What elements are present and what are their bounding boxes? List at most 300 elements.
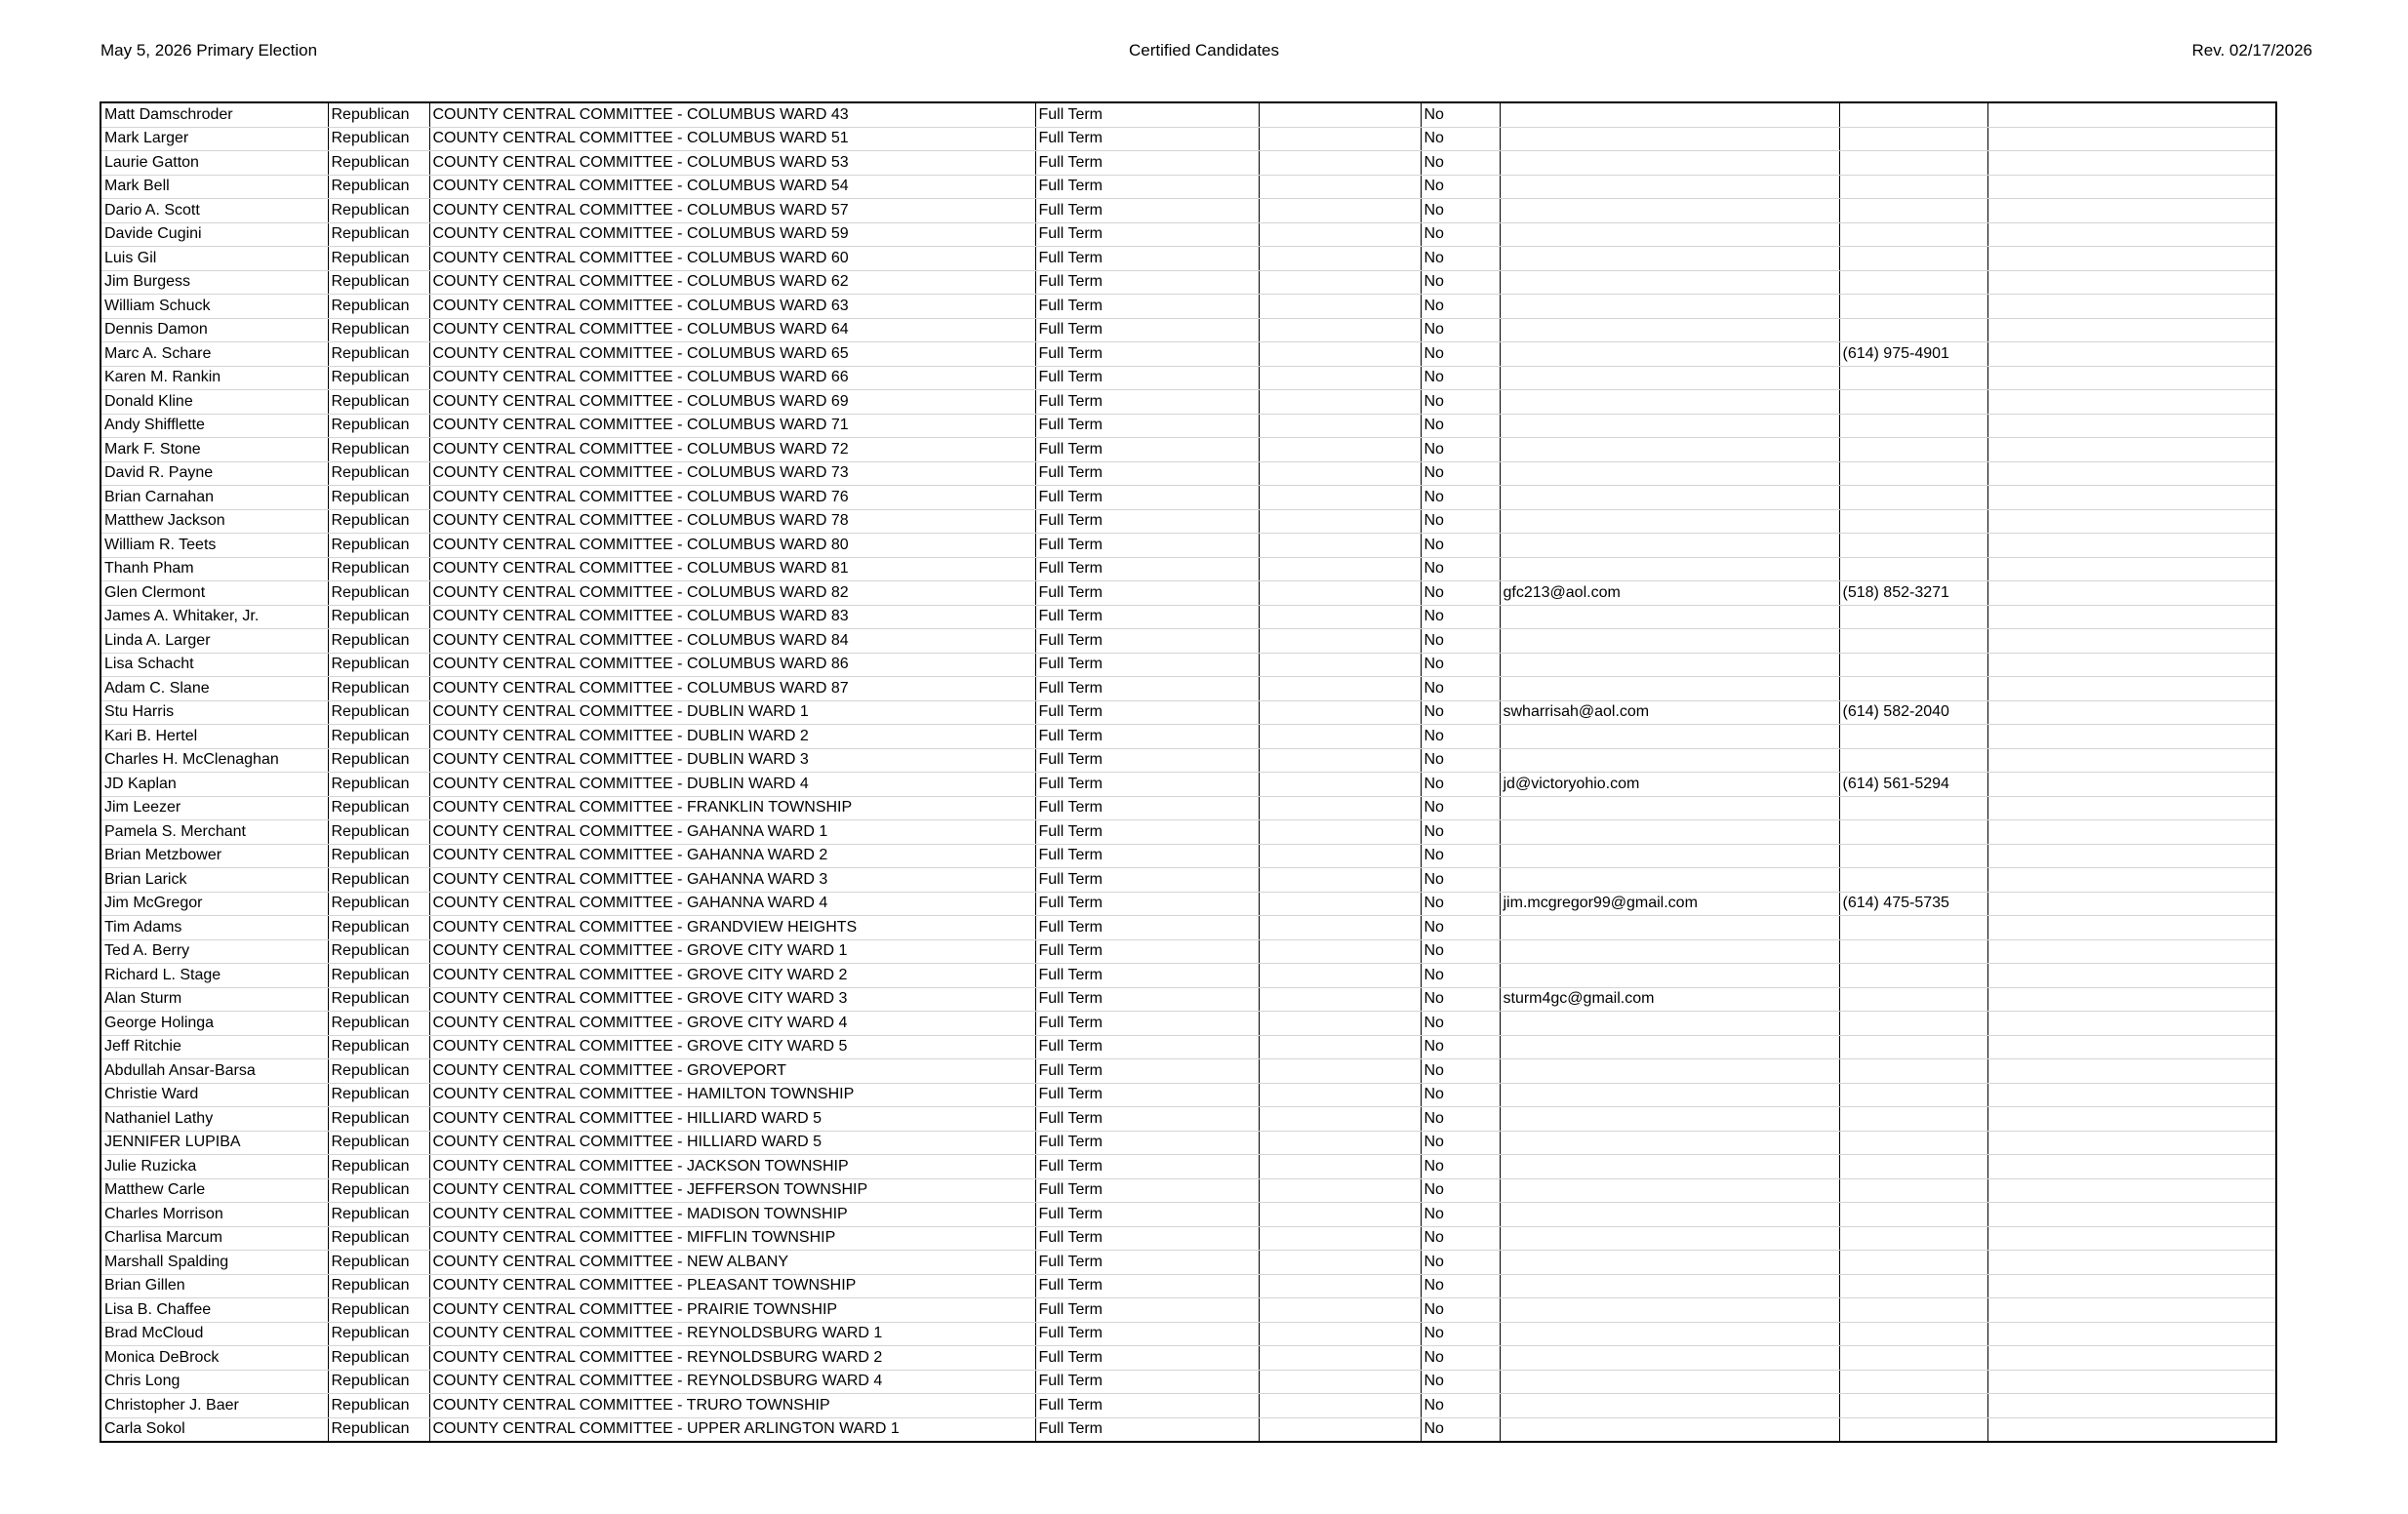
office-cell: COUNTY CENTRAL COMMITTEE - PRAIRIE TOWNSHIP bbox=[429, 1298, 1035, 1323]
party-cell: Republican bbox=[328, 366, 429, 390]
incumbent-cell: No bbox=[1421, 748, 1500, 773]
office-cell: COUNTY CENTRAL COMMITTEE - COLUMBUS WARD 64 bbox=[429, 318, 1035, 342]
email-cell bbox=[1500, 461, 1839, 486]
table-row bbox=[100, 748, 2276, 773]
incumbent-cell: No bbox=[1421, 1370, 1500, 1394]
incumbent-cell: No bbox=[1421, 102, 1500, 127]
phone-cell bbox=[1839, 748, 1987, 773]
blank-col-9-cell bbox=[1987, 1059, 2276, 1084]
term-cell: Full Term bbox=[1035, 581, 1259, 606]
blank-col-5-cell bbox=[1259, 414, 1421, 438]
email-cell bbox=[1500, 1346, 1839, 1371]
incumbent-cell: No bbox=[1421, 796, 1500, 820]
blank-col-5-cell bbox=[1259, 295, 1421, 319]
term-cell: Full Term bbox=[1035, 1394, 1259, 1418]
party-cell: Republican bbox=[328, 1370, 429, 1394]
email-cell bbox=[1500, 653, 1839, 677]
email-cell bbox=[1500, 748, 1839, 773]
table-row bbox=[100, 1035, 2276, 1059]
term-cell: Full Term bbox=[1035, 987, 1259, 1012]
candidate-name-cell: William R. Teets bbox=[100, 534, 328, 558]
party-cell: Republican bbox=[328, 677, 429, 701]
phone-cell bbox=[1839, 127, 1987, 151]
table-row bbox=[100, 773, 2276, 797]
candidate-name-cell: Richard L. Stage bbox=[100, 964, 328, 988]
party-cell: Republican bbox=[328, 605, 429, 629]
party-cell: Republican bbox=[328, 964, 429, 988]
office-cell: COUNTY CENTRAL COMMITTEE - GRANDVIEW HEIGHTS bbox=[429, 916, 1035, 940]
office-cell: COUNTY CENTRAL COMMITTEE - JEFFERSON TOWNSHIP bbox=[429, 1178, 1035, 1203]
blank-col-5-cell bbox=[1259, 1298, 1421, 1323]
party-cell: Republican bbox=[328, 486, 429, 510]
email-cell bbox=[1500, 342, 1839, 367]
party-cell: Republican bbox=[328, 102, 429, 127]
term-cell: Full Term bbox=[1035, 247, 1259, 271]
table-row bbox=[100, 1203, 2276, 1227]
party-cell: Republican bbox=[328, 1417, 429, 1442]
blank-col-5-cell bbox=[1259, 605, 1421, 629]
candidate-name-cell: Jim Burgess bbox=[100, 270, 328, 295]
email-cell bbox=[1500, 534, 1839, 558]
candidate-name-cell: Mark F. Stone bbox=[100, 438, 328, 462]
blank-col-5-cell bbox=[1259, 318, 1421, 342]
table-row bbox=[100, 127, 2276, 151]
term-cell: Full Term bbox=[1035, 102, 1259, 127]
candidate-name-cell: Matthew Jackson bbox=[100, 509, 328, 534]
phone-cell bbox=[1839, 1012, 1987, 1036]
office-cell: COUNTY CENTRAL COMMITTEE - COLUMBUS WARD 72 bbox=[429, 438, 1035, 462]
term-cell: Full Term bbox=[1035, 605, 1259, 629]
blank-col-9-cell bbox=[1987, 677, 2276, 701]
incumbent-cell: No bbox=[1421, 1394, 1500, 1418]
table-row bbox=[100, 1417, 2276, 1442]
candidate-name-cell: Matt Damschroder bbox=[100, 102, 328, 127]
incumbent-cell: No bbox=[1421, 534, 1500, 558]
candidate-name-cell: Karen M. Rankin bbox=[100, 366, 328, 390]
table-row bbox=[100, 414, 2276, 438]
email-cell bbox=[1500, 1394, 1839, 1418]
office-cell: COUNTY CENTRAL COMMITTEE - GROVEPORT bbox=[429, 1059, 1035, 1084]
table-row bbox=[100, 1107, 2276, 1132]
party-cell: Republican bbox=[328, 1178, 429, 1203]
candidate-name-cell: Lisa Schacht bbox=[100, 653, 328, 677]
blank-col-5-cell bbox=[1259, 820, 1421, 845]
table-row bbox=[100, 390, 2276, 415]
office-cell: COUNTY CENTRAL COMMITTEE - JACKSON TOWNSHIP bbox=[429, 1155, 1035, 1179]
blank-col-9-cell bbox=[1987, 868, 2276, 893]
table-row bbox=[100, 486, 2276, 510]
blank-col-9-cell bbox=[1987, 1107, 2276, 1132]
phone-cell bbox=[1839, 1203, 1987, 1227]
email-cell bbox=[1500, 1059, 1839, 1084]
candidate-name-cell: Linda A. Larger bbox=[100, 629, 328, 654]
table-row bbox=[100, 700, 2276, 725]
table-row bbox=[100, 1178, 2276, 1203]
email-cell bbox=[1500, 1035, 1839, 1059]
email-cell bbox=[1500, 1155, 1839, 1179]
office-cell: COUNTY CENTRAL COMMITTEE - GAHANNA WARD 3 bbox=[429, 868, 1035, 893]
blank-col-5-cell bbox=[1259, 1394, 1421, 1418]
blank-col-5-cell bbox=[1259, 366, 1421, 390]
candidate-name-cell: Marc A. Schare bbox=[100, 342, 328, 367]
blank-col-5-cell bbox=[1259, 581, 1421, 606]
blank-col-5-cell bbox=[1259, 796, 1421, 820]
email-cell bbox=[1500, 844, 1839, 868]
blank-col-9-cell bbox=[1987, 1298, 2276, 1323]
phone-cell bbox=[1839, 725, 1987, 749]
incumbent-cell: No bbox=[1421, 653, 1500, 677]
blank-col-9-cell bbox=[1987, 557, 2276, 581]
candidates-table bbox=[100, 101, 2277, 1443]
blank-col-9-cell bbox=[1987, 796, 2276, 820]
blank-col-9-cell bbox=[1987, 1370, 2276, 1394]
phone-cell bbox=[1839, 653, 1987, 677]
candidate-name-cell: Brian Larick bbox=[100, 868, 328, 893]
phone-cell bbox=[1839, 1370, 1987, 1394]
email-cell bbox=[1500, 222, 1839, 247]
party-cell: Republican bbox=[328, 629, 429, 654]
incumbent-cell: No bbox=[1421, 1226, 1500, 1251]
incumbent-cell: No bbox=[1421, 247, 1500, 271]
blank-col-5-cell bbox=[1259, 1346, 1421, 1371]
office-cell: COUNTY CENTRAL COMMITTEE - COLUMBUS WARD 63 bbox=[429, 295, 1035, 319]
party-cell: Republican bbox=[328, 1322, 429, 1346]
phone-cell bbox=[1839, 557, 1987, 581]
blank-col-9-cell bbox=[1987, 247, 2276, 271]
party-cell: Republican bbox=[328, 318, 429, 342]
blank-col-5-cell bbox=[1259, 1322, 1421, 1346]
incumbent-cell: No bbox=[1421, 486, 1500, 510]
email-cell bbox=[1500, 629, 1839, 654]
blank-col-9-cell bbox=[1987, 366, 2276, 390]
candidate-name-cell: Alan Sturm bbox=[100, 987, 328, 1012]
table-row bbox=[100, 557, 2276, 581]
blank-col-9-cell bbox=[1987, 1012, 2276, 1036]
incumbent-cell: No bbox=[1421, 127, 1500, 151]
blank-col-5-cell bbox=[1259, 390, 1421, 415]
term-cell: Full Term bbox=[1035, 270, 1259, 295]
phone-cell bbox=[1839, 868, 1987, 893]
office-cell: COUNTY CENTRAL COMMITTEE - COLUMBUS WARD 54 bbox=[429, 175, 1035, 199]
incumbent-cell: No bbox=[1421, 438, 1500, 462]
blank-col-5-cell bbox=[1259, 964, 1421, 988]
term-cell: Full Term bbox=[1035, 175, 1259, 199]
incumbent-cell: No bbox=[1421, 557, 1500, 581]
candidate-name-cell: Monica DeBrock bbox=[100, 1346, 328, 1371]
term-cell: Full Term bbox=[1035, 509, 1259, 534]
blank-col-5-cell bbox=[1259, 1251, 1421, 1275]
incumbent-cell: No bbox=[1421, 1298, 1500, 1323]
party-cell: Republican bbox=[328, 1059, 429, 1084]
candidate-name-cell: Mark Bell bbox=[100, 175, 328, 199]
blank-col-9-cell bbox=[1987, 1226, 2276, 1251]
email-cell bbox=[1500, 557, 1839, 581]
email-cell bbox=[1500, 486, 1839, 510]
candidate-name-cell: JENNIFER LUPIBA bbox=[100, 1131, 328, 1155]
term-cell: Full Term bbox=[1035, 629, 1259, 654]
incumbent-cell: No bbox=[1421, 725, 1500, 749]
email-cell bbox=[1500, 1370, 1839, 1394]
party-cell: Republican bbox=[328, 390, 429, 415]
term-cell: Full Term bbox=[1035, 1203, 1259, 1227]
incumbent-cell: No bbox=[1421, 1274, 1500, 1298]
email-cell bbox=[1500, 1203, 1839, 1227]
party-cell: Republican bbox=[328, 175, 429, 199]
office-cell: COUNTY CENTRAL COMMITTEE - COLUMBUS WARD 71 bbox=[429, 414, 1035, 438]
party-cell: Republican bbox=[328, 868, 429, 893]
candidate-name-cell: Abdullah Ansar-Barsa bbox=[100, 1059, 328, 1084]
office-cell: COUNTY CENTRAL COMMITTEE - COLUMBUS WARD 60 bbox=[429, 247, 1035, 271]
incumbent-cell: No bbox=[1421, 677, 1500, 701]
table-row bbox=[100, 653, 2276, 677]
candidate-name-cell: Adam C. Slane bbox=[100, 677, 328, 701]
table-row bbox=[100, 199, 2276, 223]
candidate-name-cell: Stu Harris bbox=[100, 700, 328, 725]
blank-col-5-cell bbox=[1259, 151, 1421, 176]
email-cell: swharrisah@aol.com bbox=[1500, 700, 1839, 725]
email-cell: jim.mcgregor99@gmail.com bbox=[1500, 892, 1839, 916]
blank-col-5-cell bbox=[1259, 1035, 1421, 1059]
blank-col-5-cell bbox=[1259, 1107, 1421, 1132]
blank-col-9-cell bbox=[1987, 1178, 2276, 1203]
party-cell: Republican bbox=[328, 653, 429, 677]
blank-col-5-cell bbox=[1259, 127, 1421, 151]
blank-col-9-cell bbox=[1987, 438, 2276, 462]
term-cell: Full Term bbox=[1035, 773, 1259, 797]
term-cell: Full Term bbox=[1035, 295, 1259, 319]
phone-cell bbox=[1839, 1251, 1987, 1275]
incumbent-cell: No bbox=[1421, 1012, 1500, 1036]
blank-col-9-cell bbox=[1987, 509, 2276, 534]
blank-col-5-cell bbox=[1259, 557, 1421, 581]
phone-cell bbox=[1839, 844, 1987, 868]
email-cell bbox=[1500, 1131, 1839, 1155]
incumbent-cell: No bbox=[1421, 605, 1500, 629]
party-cell: Republican bbox=[328, 892, 429, 916]
candidate-name-cell: Davide Cugini bbox=[100, 222, 328, 247]
office-cell: COUNTY CENTRAL COMMITTEE - COLUMBUS WARD 51 bbox=[429, 127, 1035, 151]
blank-col-9-cell bbox=[1987, 1155, 2276, 1179]
candidate-name-cell: Brian Gillen bbox=[100, 1274, 328, 1298]
party-cell: Republican bbox=[328, 509, 429, 534]
party-cell: Republican bbox=[328, 342, 429, 367]
phone-cell bbox=[1839, 1059, 1987, 1084]
table-row bbox=[100, 964, 2276, 988]
office-cell: COUNTY CENTRAL COMMITTEE - COLUMBUS WARD 57 bbox=[429, 199, 1035, 223]
phone-cell bbox=[1839, 1346, 1987, 1371]
incumbent-cell: No bbox=[1421, 366, 1500, 390]
incumbent-cell: No bbox=[1421, 509, 1500, 534]
table-row bbox=[100, 1298, 2276, 1323]
phone-cell bbox=[1839, 1274, 1987, 1298]
office-cell: COUNTY CENTRAL COMMITTEE - UPPER ARLINGTON WARD 1 bbox=[429, 1417, 1035, 1442]
candidate-name-cell: Pamela S. Merchant bbox=[100, 820, 328, 845]
blank-col-9-cell bbox=[1987, 1083, 2276, 1107]
blank-col-9-cell bbox=[1987, 820, 2276, 845]
email-cell bbox=[1500, 414, 1839, 438]
candidate-name-cell: Andy Shifflette bbox=[100, 414, 328, 438]
phone-cell bbox=[1839, 318, 1987, 342]
incumbent-cell: No bbox=[1421, 1035, 1500, 1059]
phone-cell bbox=[1839, 414, 1987, 438]
party-cell: Republican bbox=[328, 916, 429, 940]
blank-col-9-cell bbox=[1987, 964, 2276, 988]
table-row bbox=[100, 844, 2276, 868]
email-cell bbox=[1500, 605, 1839, 629]
candidate-name-cell: Christopher J. Baer bbox=[100, 1394, 328, 1418]
blank-col-5-cell bbox=[1259, 844, 1421, 868]
party-cell: Republican bbox=[328, 127, 429, 151]
incumbent-cell: No bbox=[1421, 844, 1500, 868]
party-cell: Republican bbox=[328, 222, 429, 247]
party-cell: Republican bbox=[328, 1298, 429, 1323]
office-cell: COUNTY CENTRAL COMMITTEE - COLUMBUS WARD 73 bbox=[429, 461, 1035, 486]
party-cell: Republican bbox=[328, 773, 429, 797]
email-cell bbox=[1500, 390, 1839, 415]
incumbent-cell: No bbox=[1421, 199, 1500, 223]
incumbent-cell: No bbox=[1421, 629, 1500, 654]
candidate-name-cell: Carla Sokol bbox=[104, 1420, 185, 1438]
email-cell bbox=[1500, 270, 1839, 295]
phone-cell bbox=[1839, 916, 1987, 940]
phone-cell bbox=[1839, 605, 1987, 629]
phone-cell bbox=[1839, 175, 1987, 199]
candidate-name-cell: Kari B. Hertel bbox=[100, 725, 328, 749]
office-cell: COUNTY CENTRAL COMMITTEE - COLUMBUS WARD 87 bbox=[429, 677, 1035, 701]
phone-cell bbox=[1839, 1226, 1987, 1251]
term-cell: Full Term bbox=[1035, 318, 1259, 342]
office-cell: COUNTY CENTRAL COMMITTEE - GROVE CITY WARD 2 bbox=[429, 964, 1035, 988]
office-cell: COUNTY CENTRAL COMMITTEE - COLUMBUS WARD 59 bbox=[429, 222, 1035, 247]
email-cell bbox=[1500, 1251, 1839, 1275]
term-cell: Full Term bbox=[1035, 916, 1259, 940]
incumbent-cell: No bbox=[1421, 175, 1500, 199]
blank-col-5-cell bbox=[1259, 1370, 1421, 1394]
office-cell: COUNTY CENTRAL COMMITTEE - DUBLIN WARD 2 bbox=[429, 725, 1035, 749]
candidate-name-cell: Christie Ward bbox=[100, 1083, 328, 1107]
blank-col-5-cell bbox=[1259, 1059, 1421, 1084]
blank-col-9-cell bbox=[1987, 629, 2276, 654]
term-cell: Full Term bbox=[1035, 438, 1259, 462]
incumbent-cell: No bbox=[1421, 1131, 1500, 1155]
table-row bbox=[100, 534, 2276, 558]
blank-col-5-cell bbox=[1259, 175, 1421, 199]
term-cell: Full Term bbox=[1035, 1107, 1259, 1132]
candidate-name-cell: Brian Metzbower bbox=[100, 844, 328, 868]
term-cell: Full Term bbox=[1035, 151, 1259, 176]
table-row bbox=[100, 1370, 2276, 1394]
blank-col-5-cell bbox=[1259, 1155, 1421, 1179]
phone-cell bbox=[1839, 1107, 1987, 1132]
term-cell: Full Term bbox=[1035, 1155, 1259, 1179]
blank-col-9-cell bbox=[1987, 151, 2276, 176]
phone-cell bbox=[1839, 629, 1987, 654]
email-cell bbox=[1500, 509, 1839, 534]
candidate-name-cell: James A. Whitaker, Jr. bbox=[100, 605, 328, 629]
candidate-name-cell: Chris Long bbox=[100, 1370, 328, 1394]
blank-col-5-cell bbox=[1259, 102, 1421, 127]
office-cell: COUNTY CENTRAL COMMITTEE - COLUMBUS WARD 80 bbox=[429, 534, 1035, 558]
office-cell: COUNTY CENTRAL COMMITTEE - COLUMBUS WARD 62 bbox=[429, 270, 1035, 295]
phone-cell bbox=[1839, 1298, 1987, 1323]
candidate-name-cell: George Holinga bbox=[100, 1012, 328, 1036]
incumbent-cell: No bbox=[1421, 1107, 1500, 1132]
email-cell bbox=[1500, 725, 1839, 749]
table-row bbox=[100, 892, 2276, 916]
office-cell: COUNTY CENTRAL COMMITTEE - COLUMBUS WARD 83 bbox=[429, 605, 1035, 629]
phone-cell bbox=[1839, 1394, 1987, 1418]
candidate-name-cell: Nathaniel Lathy bbox=[100, 1107, 328, 1132]
party-cell: Republican bbox=[328, 247, 429, 271]
term-cell: Full Term bbox=[1035, 748, 1259, 773]
blank-col-5-cell bbox=[1259, 534, 1421, 558]
email-cell bbox=[1500, 1083, 1839, 1107]
blank-col-9-cell bbox=[1987, 342, 2276, 367]
office-cell: COUNTY CENTRAL COMMITTEE - NEW ALBANY bbox=[429, 1251, 1035, 1275]
candidate-name-cell: Tim Adams bbox=[100, 916, 328, 940]
term-cell: Full Term bbox=[1035, 820, 1259, 845]
table-row bbox=[100, 461, 2276, 486]
term-cell: Full Term bbox=[1035, 342, 1259, 367]
office-cell: COUNTY CENTRAL COMMITTEE - REYNOLDSBURG WARD 1 bbox=[429, 1322, 1035, 1346]
phone-cell bbox=[1839, 534, 1987, 558]
candidate-name-cell: Jim McGregor bbox=[100, 892, 328, 916]
email-cell bbox=[1500, 939, 1839, 964]
phone-cell bbox=[1839, 247, 1987, 271]
party-cell: Republican bbox=[328, 295, 429, 319]
blank-col-9-cell bbox=[1987, 605, 2276, 629]
blank-col-5-cell bbox=[1259, 509, 1421, 534]
term-cell: Full Term bbox=[1035, 1226, 1259, 1251]
party-cell: Republican bbox=[328, 1394, 429, 1418]
phone-cell bbox=[1839, 1322, 1987, 1346]
blank-col-5-cell bbox=[1259, 199, 1421, 223]
office-cell: COUNTY CENTRAL COMMITTEE - HILLIARD WARD 5 bbox=[429, 1107, 1035, 1132]
candidate-name-cell: Laurie Gatton bbox=[100, 151, 328, 176]
blank-col-9-cell bbox=[1987, 773, 2276, 797]
email-cell bbox=[1500, 318, 1839, 342]
phone-cell bbox=[1839, 151, 1987, 176]
blank-col-5-cell bbox=[1259, 987, 1421, 1012]
office-cell: COUNTY CENTRAL COMMITTEE - COLUMBUS WARD 82 bbox=[429, 581, 1035, 606]
incumbent-cell: No bbox=[1421, 892, 1500, 916]
incumbent-cell: No bbox=[1421, 773, 1500, 797]
party-cell: Republican bbox=[328, 1251, 429, 1275]
email-cell bbox=[1500, 151, 1839, 176]
email-cell bbox=[1500, 366, 1839, 390]
blank-col-9-cell bbox=[1987, 1394, 2276, 1418]
email-cell bbox=[1500, 964, 1839, 988]
email-cell bbox=[1500, 295, 1839, 319]
blank-col-9-cell bbox=[1987, 222, 2276, 247]
candidate-name-cell: Glen Clermont bbox=[100, 581, 328, 606]
table-row bbox=[100, 175, 2276, 199]
term-cell: Full Term bbox=[1035, 939, 1259, 964]
phone-cell bbox=[1839, 796, 1987, 820]
term-cell: Full Term bbox=[1035, 461, 1259, 486]
phone-cell bbox=[1839, 199, 1987, 223]
email-cell bbox=[1500, 438, 1839, 462]
office-cell: COUNTY CENTRAL COMMITTEE - HAMILTON TOWNSHIP bbox=[429, 1083, 1035, 1107]
term-cell: Full Term bbox=[1035, 1131, 1259, 1155]
table-row bbox=[100, 939, 2276, 964]
table-row bbox=[100, 295, 2276, 319]
phone-cell: (614) 975-4901 bbox=[1839, 342, 1987, 367]
table-row bbox=[100, 1226, 2276, 1251]
party-cell: Republican bbox=[328, 844, 429, 868]
blank-col-5-cell bbox=[1259, 892, 1421, 916]
phone-cell bbox=[1839, 461, 1987, 486]
